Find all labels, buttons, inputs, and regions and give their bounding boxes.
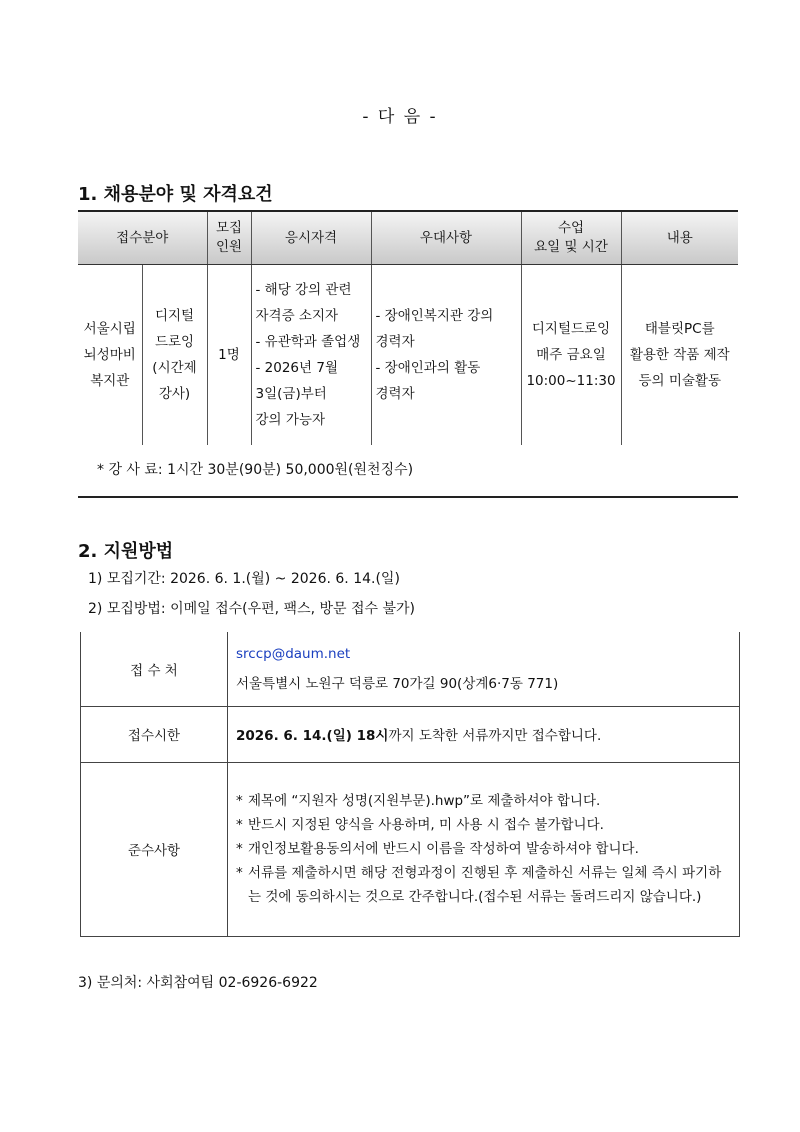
qual-line: 강의 가능자	[255, 412, 325, 428]
bullet-mark: *	[236, 817, 243, 833]
rule-text: 서류를 제출하시면 해당 전형과정이 진행된 후 제출하신 서류는 일체 즉시 파기하는 것에 동의하시는 것으로 간주합니다.(접수된 서류는 돌려드리지 않습니다.)	[248, 865, 722, 905]
qual-line: - 2026년 7월	[255, 360, 338, 376]
content-line: 태블릿PC를	[644, 321, 715, 337]
pref-line: 경력자	[375, 386, 415, 402]
org-line: 뇌성마비	[83, 347, 136, 363]
qual-line: - 해당 강의 관련	[255, 282, 352, 298]
rules-list	[228, 762, 740, 936]
bullet-mark: *	[236, 865, 243, 881]
list-item	[236, 789, 733, 813]
qual-line: 자격증 소지자	[255, 308, 339, 324]
table-header-row	[78, 211, 738, 265]
header-count-line2: 인원	[215, 239, 243, 255]
rule-text: 제목에 “지원자 성명(지원부문).hwp”로 제출하셔야 합니다.	[248, 793, 601, 809]
table-row	[81, 762, 740, 936]
list-item	[236, 861, 733, 909]
application-table	[80, 632, 740, 937]
deadline-bold: 2026. 6. 14.(일) 18시	[236, 728, 389, 744]
recruit-method: 2) 모집방법: 이메일 접수(우편, 팩스, 방문 접수 불가)	[88, 601, 416, 617]
field-line: 강사)	[158, 386, 191, 402]
table-row	[81, 706, 740, 762]
rules-label: 준수사항	[81, 762, 228, 936]
header-count	[207, 211, 251, 265]
section-divider	[78, 496, 738, 498]
receiver-label: 접 수 처	[81, 632, 228, 706]
cell-qualification	[251, 265, 371, 446]
bullet-mark: *	[236, 841, 243, 857]
recruitment-table	[78, 210, 738, 445]
cell-organization	[78, 265, 142, 446]
list-item	[236, 837, 733, 861]
pref-line: - 장애인과의 활동	[375, 360, 481, 376]
header-qualification: 응시자격	[251, 211, 371, 265]
email-link[interactable]: srccp@daum.net	[236, 645, 351, 662]
address-text: 서울특별시 노원구 덕릉로 70가길 90(상계6·7동 771)	[236, 675, 559, 692]
field-line: 드로잉	[154, 334, 195, 350]
cell-field	[142, 265, 207, 446]
deadline-rest: 까지 도착한 서류까지만 접수합니다.	[388, 728, 602, 744]
org-line: 서울시립	[83, 321, 136, 337]
field-line: (시간제	[152, 360, 197, 376]
qual-line: 3일(금)부터	[255, 386, 327, 402]
field-line: 디지털	[154, 308, 195, 324]
section2-heading: 2. 지원방법	[78, 541, 174, 562]
page-title: - 다 음 -	[362, 107, 438, 127]
org-line: 복지관	[90, 373, 130, 389]
header-count-line1: 모집	[215, 220, 243, 236]
header-field: 접수분야	[78, 211, 207, 265]
header-schedule	[521, 211, 621, 265]
pref-line: - 장애인복지관 강의	[375, 308, 494, 324]
contact-info: 3) 문의처: 사회참여팀 02-6926-6922	[78, 975, 318, 991]
cell-count: 1명	[207, 265, 251, 446]
header-content: 내용	[621, 211, 738, 265]
deadline-label: 접수시한	[81, 706, 228, 762]
cell-schedule	[521, 265, 621, 446]
rule-text: 반드시 지정된 양식을 사용하며, 미 사용 시 접수 불가합니다.	[248, 817, 604, 833]
receiver-value	[228, 632, 740, 706]
header-preference: 우대사항	[371, 211, 521, 265]
sched-line: 10:00~11:30	[526, 373, 616, 389]
content-line: 등의 미술활동	[638, 373, 722, 389]
section1-heading: 1. 채용분야 및 자격요건	[78, 184, 273, 205]
qual-line: - 유관학과 졸업생	[255, 334, 361, 350]
lecture-fee-note: * 강 사 료: 1시간 30분(90분) 50,000원(원천징수)	[97, 462, 414, 478]
sched-line: 매주 금요일	[536, 347, 606, 363]
header-schedule-line2: 요일 및 시간	[534, 239, 608, 255]
sched-line: 디지털드로잉	[531, 321, 611, 337]
cell-content	[621, 265, 738, 446]
bullet-mark: *	[236, 793, 243, 809]
deadline-value	[228, 706, 740, 762]
list-item	[236, 813, 733, 837]
content-line: 활용한 작품 제작	[629, 347, 730, 363]
header-schedule-line1: 수업	[557, 220, 585, 236]
table-row	[78, 265, 738, 446]
table-row	[81, 632, 740, 706]
pref-line: 경력자	[375, 334, 415, 350]
rule-text: 개인정보활용동의서에 반드시 이름을 작성하여 발송하셔야 합니다.	[248, 841, 639, 857]
recruit-period: 1) 모집기간: 2026. 6. 1.(월) ~ 2026. 6. 14.(일)	[88, 571, 400, 587]
cell-preference	[371, 265, 521, 446]
